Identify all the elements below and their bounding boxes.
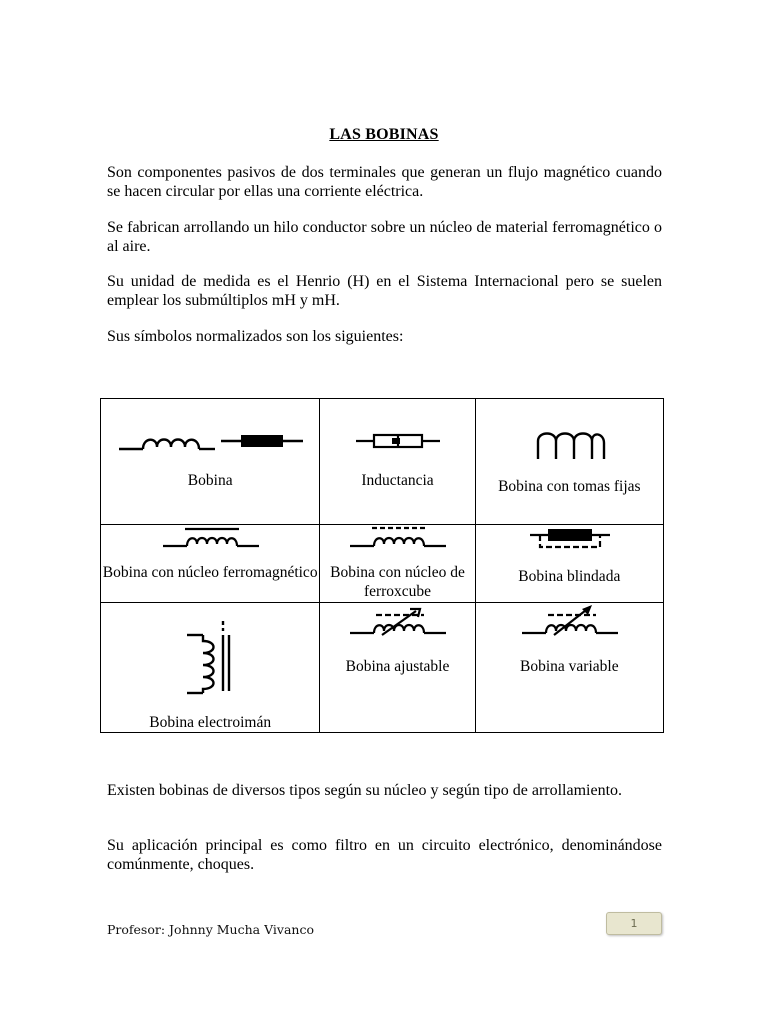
label-bobina: Bobina bbox=[187, 472, 233, 489]
page-title: LAS BOBINAS bbox=[329, 126, 439, 143]
paragraph-types: Existen bobinas de diversos tipos según su núcleo y según tipo de arrollamiento. bbox=[107, 782, 623, 799]
cell-variable bbox=[475, 602, 663, 732]
cell-tomas-fijas bbox=[475, 399, 663, 525]
cell-bobina bbox=[101, 399, 320, 525]
inductor-symbol-icon bbox=[117, 429, 307, 455]
cell-electroiman bbox=[101, 602, 320, 732]
label-nucleo-ferromagnetico: Bobina con núcleo ferromagnético bbox=[102, 564, 318, 582]
footer-author: Profesor: Johnny Mucha Vivanco bbox=[107, 922, 314, 937]
electromagnet-symbol-icon bbox=[185, 619, 241, 697]
label-ajustable: Bobina ajustable bbox=[345, 657, 450, 675]
paragraph-unit: Su unidad de medida es el Henrio (H) en el Sistema Internacional pero se suelen emplear los submúltiplos mH y mH. bbox=[107, 273, 662, 309]
ferrite-core-inductor-symbol-icon bbox=[348, 525, 448, 549]
adjustable-inductor-symbol-icon bbox=[348, 607, 448, 637]
paragraph-definition: Son componentes pasivos de dos terminales que generan un flujo magnético cuando se hacen circular por ellas una corriente eléctrica. bbox=[107, 164, 662, 200]
label-nucleo-ferroxcube: Bobina con núcleo de ferroxcube bbox=[330, 564, 465, 601]
cell-nucleo-ferroxcube bbox=[320, 525, 475, 602]
label-variable: Bobina variable bbox=[520, 657, 619, 675]
label-electroiman: Bobina electroimán bbox=[149, 713, 272, 731]
inductance-symbol-icon bbox=[354, 431, 444, 451]
cell-blindada bbox=[475, 525, 663, 602]
variable-inductor-symbol-icon bbox=[520, 603, 620, 637]
page-number-badge: 1 bbox=[606, 912, 662, 935]
cell-nucleo-ferromagnetico bbox=[101, 525, 320, 602]
cell-ajustable bbox=[320, 602, 475, 732]
paragraph-application: Su aplicación principal es como filtro en un circuito electrónico, denominándose comúnmente, choques. bbox=[107, 837, 662, 873]
shielded-inductor-symbol-icon bbox=[528, 527, 612, 551]
label-blindada: Bobina blindada bbox=[518, 568, 621, 586]
paragraph-fabrication: Se fabrican arrollando un hilo conductor sobre un núcleo de material ferromagnético o al aire. bbox=[107, 219, 662, 255]
paragraph-symbols-intro: Sus símbolos normalizados son los siguientes: bbox=[107, 328, 404, 345]
iron-core-inductor-symbol-icon bbox=[161, 527, 261, 549]
label-tomas-fijas: Bobina con tomas fijas bbox=[498, 478, 641, 495]
label-inductancia: Inductancia bbox=[361, 472, 434, 489]
cell-inductancia bbox=[320, 399, 475, 525]
tapped-inductor-symbol-icon bbox=[534, 429, 608, 461]
symbols-table bbox=[100, 398, 664, 733]
